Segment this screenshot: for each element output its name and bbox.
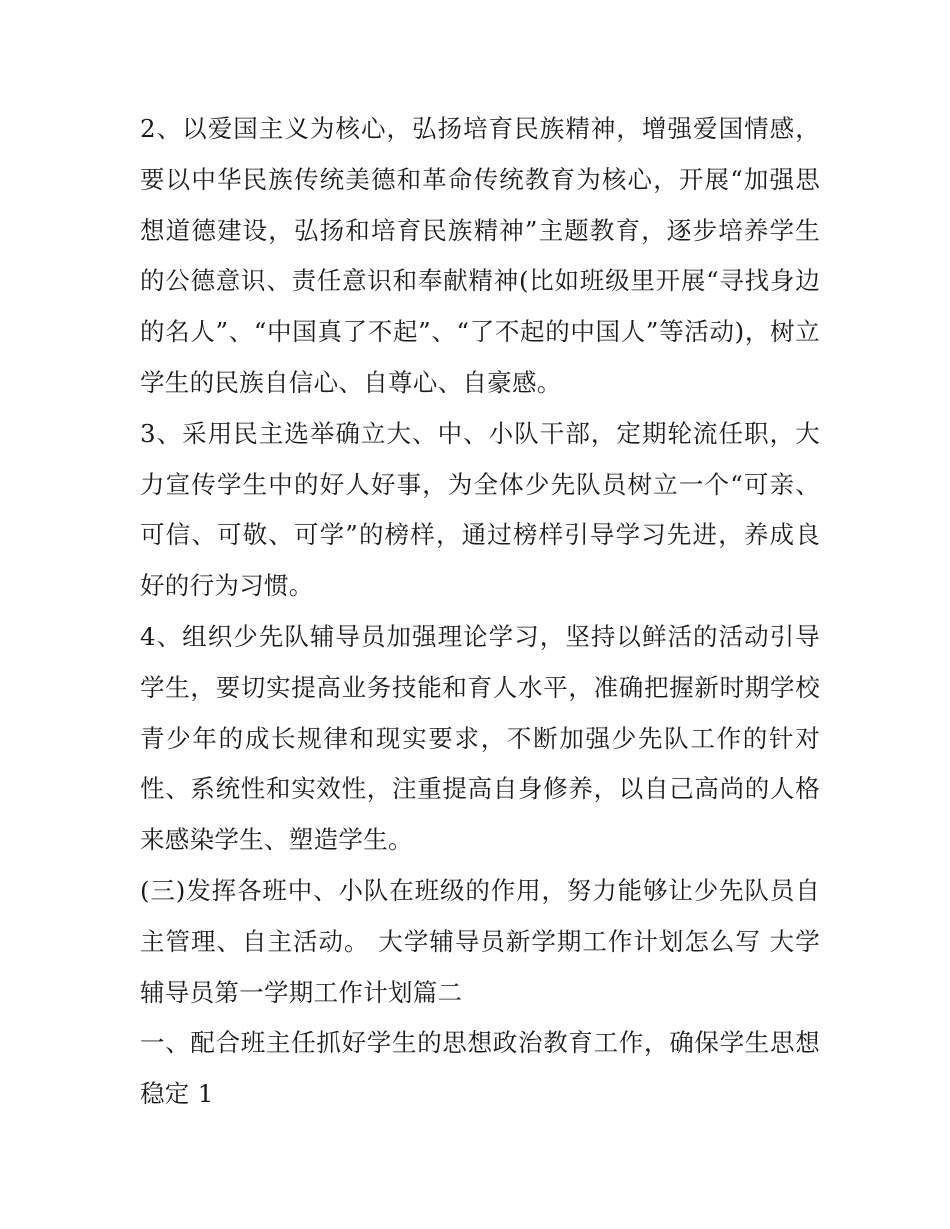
document-body: [140, 104, 820, 1120]
paragraph-section-3: (三)发挥各班中、小队在班级的作用，努力能够让少先队员自主管理、自主活动。 大学辅导员新学期工作计划怎么写 大学辅导员第一学期工作计划篇二: [140, 875, 820, 1007]
paragraph-item-4: 4、组织少先队辅导员加强理论学习，坚持以鲜活的活动引导学生，要切实提高业务技能和育人水平，准确把握新时期学校青少年的成长规律和现实要求，不断加强少先队工作的针对性、系统性和实效性，注重提高自身修养，以自己高尚的人格来感染学生、塑造学生。: [140, 621, 820, 855]
paragraph-section-1: 一、配合班主任抓好学生的思想政治教育工作，确保学生思想稳定 1: [140, 1028, 820, 1109]
paragraph-item-2: 2、以爱国主义为核心，弘扬培育民族精神，增强爱国情感，要以中华民族传统美德和革命传统教育为核心，开展“加强思想道德建设，弘扬和培育民族精神”主题教育，逐步培养学生的公德意识、责任意识和奉献精神(比如班级里开展“寻找身边的名人”、“中国真了不起”、“了不起的中国人”等活动)，树立学生的民族自信心、自尊心、自豪感。: [140, 114, 820, 397]
paragraph-item-3: 3、采用民主选举确立大、中、小队干部，定期轮流任职，大力宣传学生中的好人好事，为全体少先队员树立一个“可亲、可信、可敬、可学”的榜样，通过榜样引导学习先进，养成良好的行为习惯。: [140, 418, 820, 601]
